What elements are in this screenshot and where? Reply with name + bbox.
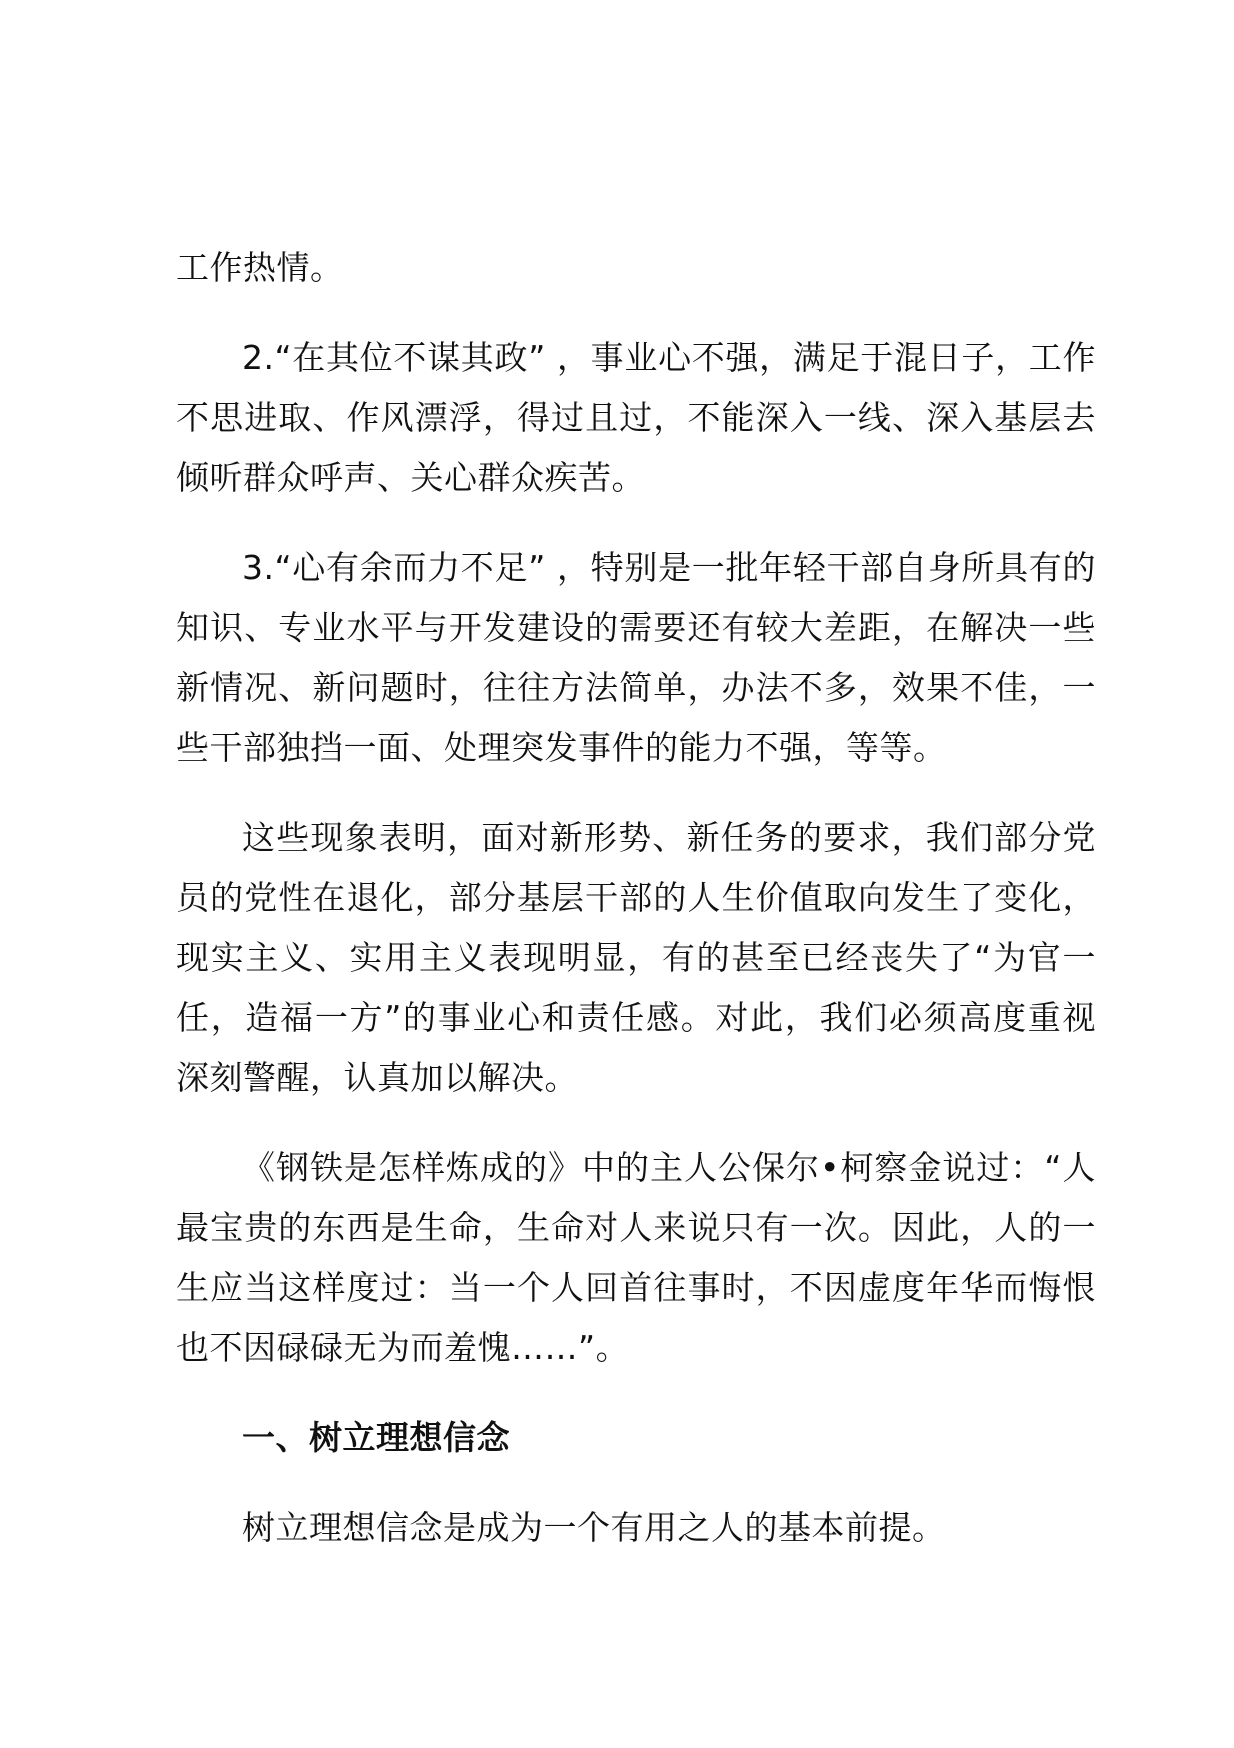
paragraph-item-2: 2.“在其位不谋其政” ，事业心不强，满足于混日子，工作不思进取、作风漂浮，得过且过，不能深入一线、深入基层去倾听群众呼声、关心群众疾苦。 [176, 338, 1096, 497]
paragraph-item-3: 3.“心有余而力不足” ，特别是一批年轻干部自身所具有的知识、专业水平与开发建设的需要还有较大差距，在解决一些新情况、新问题时，往往方法简单，办法不多，效果不佳，一些干部独挡一面、处理突发事件的能力不强，等等。 [176, 548, 1096, 767]
paragraph-quote: 《钢铁是怎样炼成的》中的主人公保尔•柯察金说过：“人最宝贵的东西是生命，生命对人来说只有一次。因此，人的一生应当这样度过：当一个人回首往事时，不因虚度年华而悔恨也不因碌碌无为而羞愧……”。 [176, 1148, 1096, 1367]
paragraph-closing: 树立理想信念是成为一个有用之人的基本前提。 [242, 1508, 946, 1547]
paragraph-continuation: 工作热情。 [176, 248, 344, 287]
paragraph-summary: 这些现象表明，面对新形势、新任务的要求，我们部分党员的党性在退化，部分基层干部的人生价值取向发生了变化，现实主义、实用主义表现明显，有的甚至已经丧失了“为官一任，造福一方”的事业心和责任感。对此，我们必须高度重视深刻警醒，认真加以解决。 [176, 818, 1096, 1097]
section-heading: 一、树立理想信念 [242, 1418, 510, 1457]
document-body [176, 238, 1096, 1588]
